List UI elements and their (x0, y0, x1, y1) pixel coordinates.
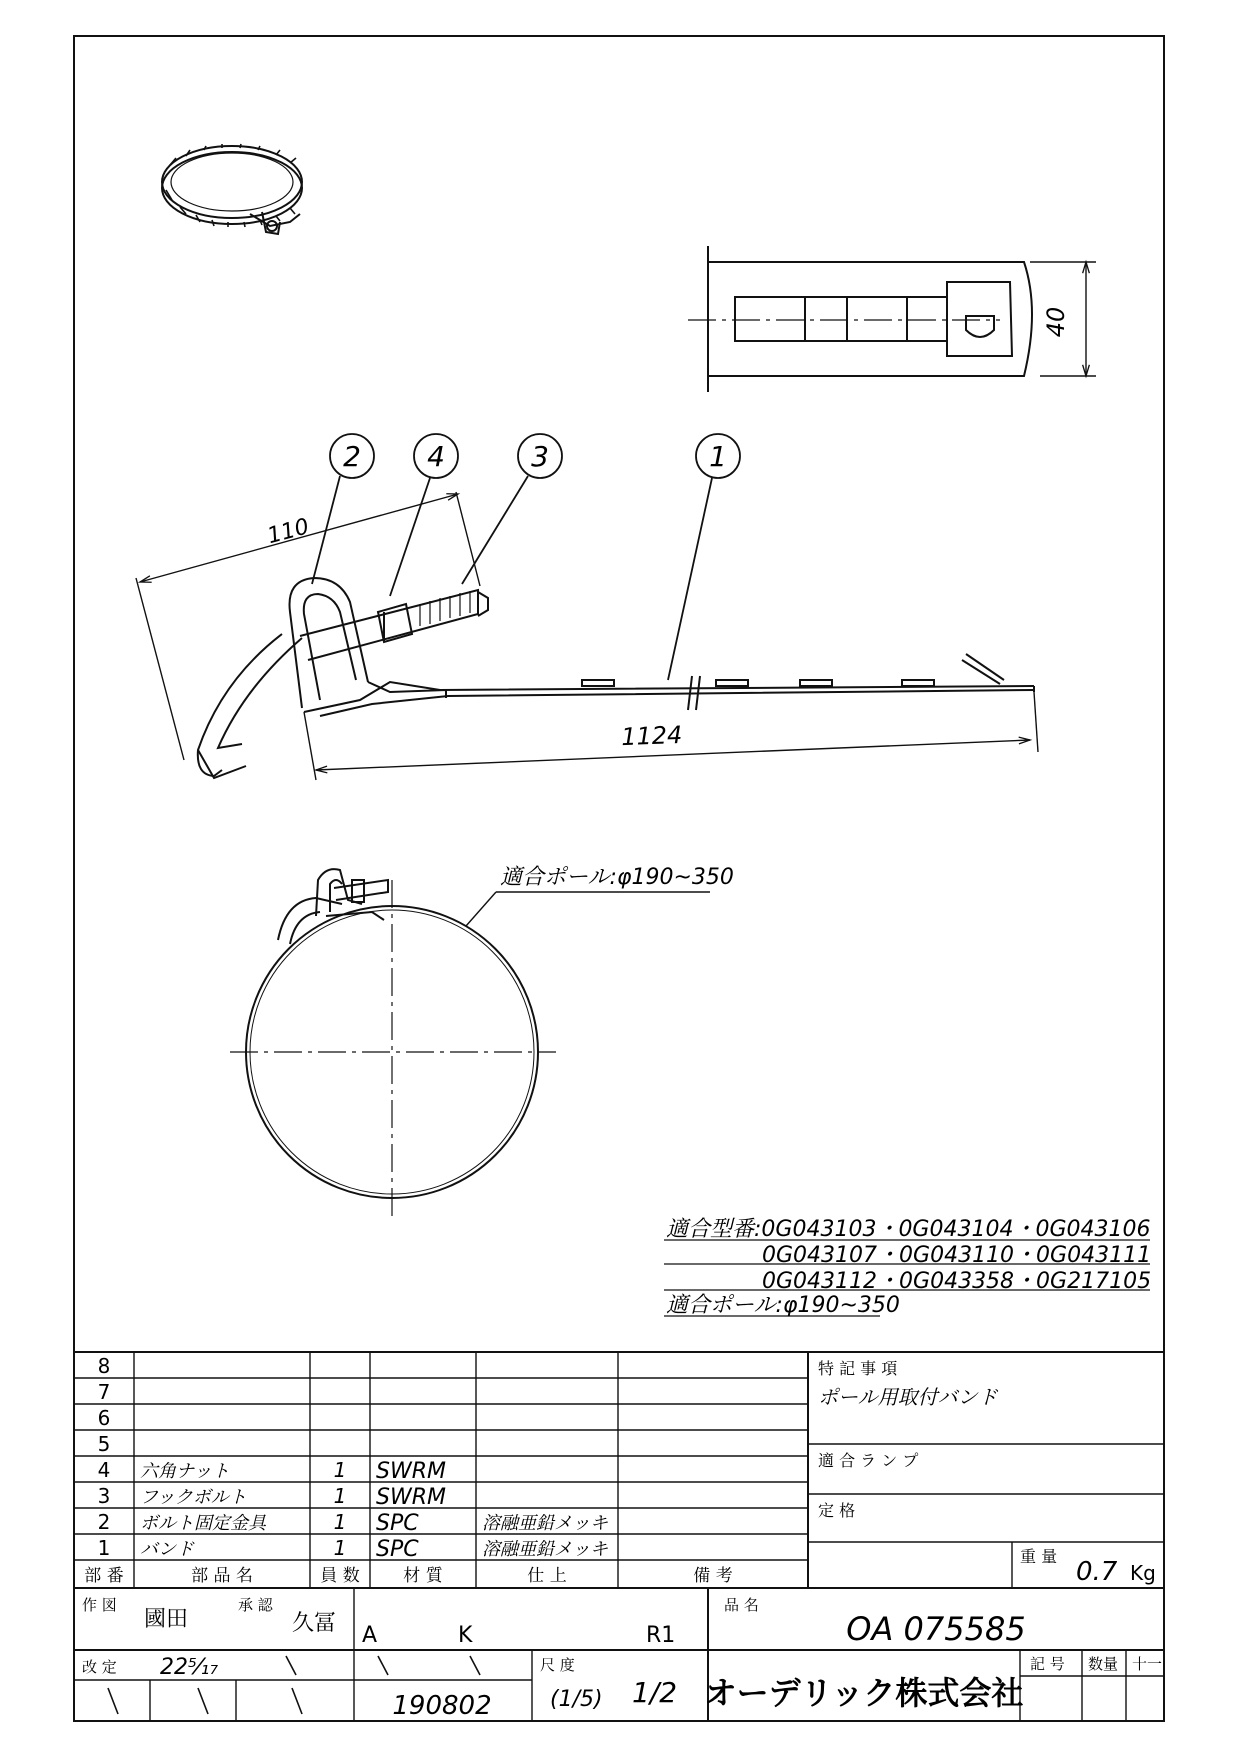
band-isometric-illustration (162, 144, 302, 234)
bom-row-name: バンド (140, 1539, 194, 1560)
bom-header-name: 部 品 名 (191, 1566, 253, 1586)
bom-row-qty: 1 (333, 1510, 347, 1534)
dimension-length-label: 1124 (620, 720, 683, 752)
bom-row-no: 6 (97, 1406, 111, 1430)
drawn-by-label: 作 図 (82, 1596, 117, 1614)
bom-row-material: SPC (376, 1511, 419, 1536)
balloon-1: 1 (709, 440, 727, 473)
bom-row-no: 2 (97, 1510, 111, 1534)
pole-note: 適合ポール:φ190~350 (500, 865, 734, 890)
bom-row-finish: 溶融亜鉛メッキ (482, 1539, 608, 1560)
bom-row-material: SWRM (376, 1485, 446, 1510)
code-r: R1 (646, 1623, 676, 1648)
balloon-3: 3 (531, 440, 549, 473)
revision-date: 22⁵⁄₁₇ (160, 1655, 219, 1680)
compat-models-line-2: 0G043107・0G043110・0G043111 (762, 1243, 1152, 1268)
compat-pole-line: 適合ポール:φ190~350 (666, 1293, 900, 1318)
bom-row-material: SWRM (376, 1459, 446, 1484)
pole-section-view (230, 869, 556, 1220)
bom-row-no: 1 (97, 1536, 111, 1560)
balloon-4: 4 (427, 440, 445, 473)
bom-row-no: 5 (97, 1432, 111, 1456)
tenth-label: 十一 (1132, 1655, 1163, 1673)
rating-label: 定 格 (818, 1501, 856, 1520)
band-top-view (688, 246, 1096, 392)
weight-label: 重 量 (1020, 1547, 1058, 1566)
dimension-width-label: 40 (1042, 306, 1070, 338)
code-k: K (458, 1623, 473, 1648)
product-name-label: 品 名 (724, 1596, 759, 1614)
special-notes-value: ポール用取付バンド (818, 1385, 998, 1409)
symbol-label: 記 号 (1030, 1655, 1065, 1673)
scale-sub: (1/5) (550, 1687, 603, 1712)
bom-header-no: 部 番 (84, 1566, 124, 1586)
drawn-by-name: 國田 (144, 1607, 189, 1632)
bom-header (84, 1566, 732, 1586)
bom-row-material: SPC (376, 1537, 419, 1562)
compat-models-line-3: 0G043112・0G043358・0G217105 (762, 1269, 1152, 1294)
bom-row-qty: 1 (333, 1458, 347, 1482)
bom-rows (98, 1354, 608, 1562)
approved-label: 承 認 (238, 1596, 273, 1614)
dimension-hook-label: 110 (264, 514, 312, 550)
bom-table-grid (74, 1352, 1164, 1588)
bom-row-finish: 溶融亜鉛メッキ (482, 1513, 608, 1534)
weight-value: 0.7 (1076, 1557, 1118, 1587)
product-name: OA 075585 (846, 1610, 1026, 1648)
band-side-view (198, 578, 1034, 778)
bom-row-no: 3 (97, 1484, 111, 1508)
code-a: A (362, 1623, 378, 1648)
bom-row-name: 六角ナット (140, 1461, 230, 1482)
scale-value: 1/2 (632, 1676, 678, 1709)
compat-models-line-1: 適合型番:0G043103・0G043104・0G043106 (666, 1217, 1151, 1242)
bom-header-qty: 員 数 (320, 1566, 360, 1586)
document-number: 190802 (392, 1691, 492, 1721)
quantity-label: 数量 (1088, 1655, 1119, 1673)
scale-label: 尺 度 (540, 1656, 575, 1674)
company-name: オーデリック株式会社 (704, 1674, 1024, 1712)
pole-note-leader (466, 892, 710, 926)
approved-by-name: 久冨 (292, 1611, 337, 1636)
weight-unit: Kg (1130, 1561, 1156, 1585)
part-balloons (312, 434, 740, 680)
compatible-lamp-label: 適 合 ラ ン プ (818, 1451, 919, 1470)
bom-row-no: 7 (97, 1380, 111, 1404)
balloon-2: 2 (343, 440, 361, 473)
bom-row-qty: 1 (333, 1536, 347, 1560)
bom-row-no: 4 (97, 1458, 111, 1482)
bom-row-no: 8 (97, 1354, 111, 1378)
bom-header-finish: 仕 上 (527, 1566, 567, 1586)
revision-label: 改 定 (82, 1658, 117, 1676)
special-notes-label: 特 記 事 項 (818, 1359, 898, 1378)
bom-header-remarks: 備 考 (693, 1566, 733, 1586)
bom-row-qty: 1 (333, 1484, 347, 1508)
bom-header-material: 材 質 (403, 1566, 443, 1586)
bom-row-name: フックボルト (140, 1487, 247, 1508)
bom-row-name: ボルト固定金具 (140, 1513, 266, 1534)
